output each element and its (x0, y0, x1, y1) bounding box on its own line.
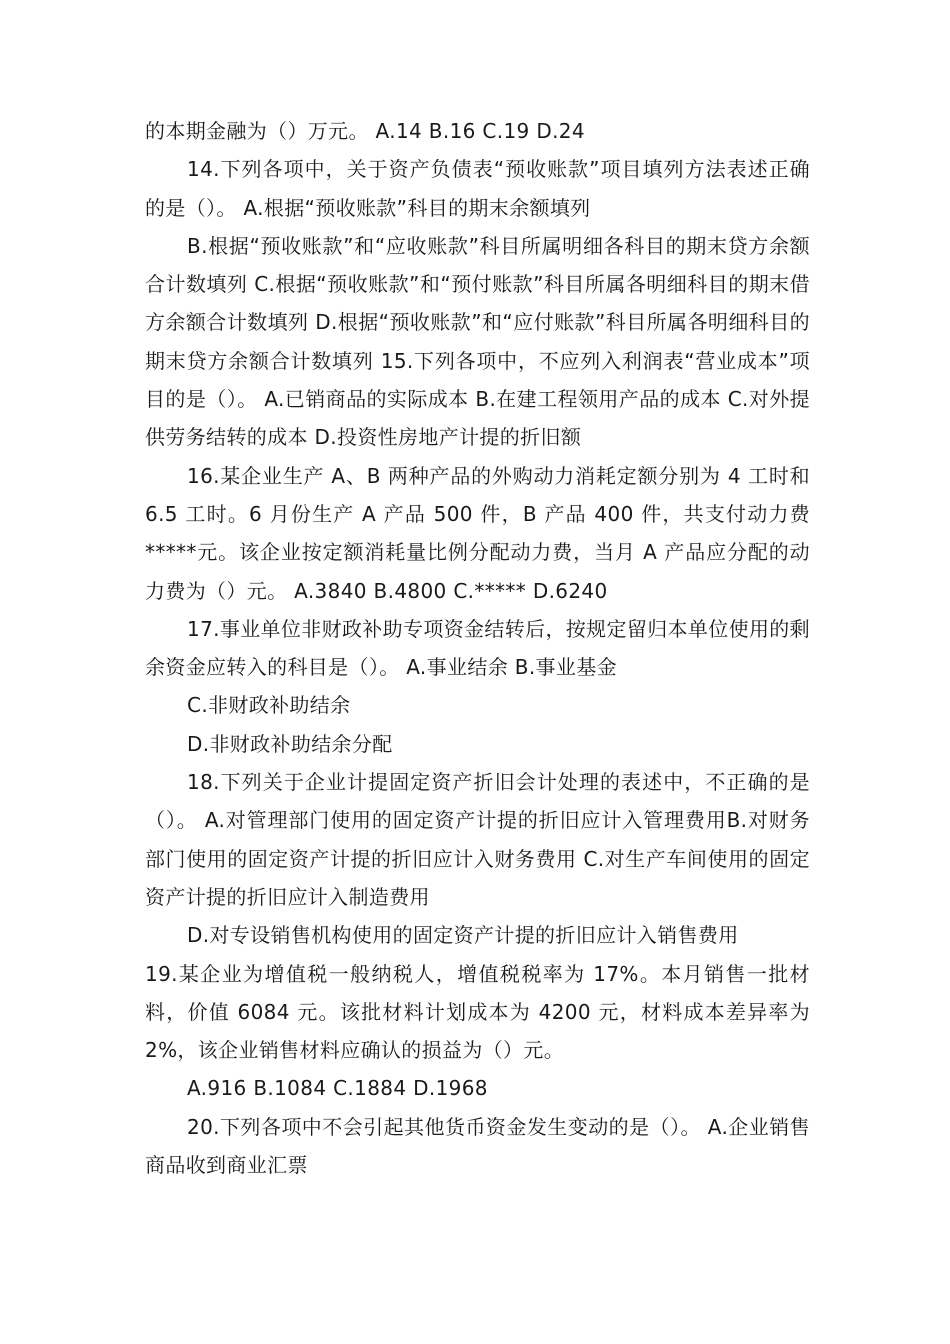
question-19: 19.某企业为增值税一般纳税人，增值税税率为 17%。本月销售一批材料，价值 6084 元。该批材料计划成本为 4200 元，材料成本差异率为 2%，该企业销售材料应确认的损益为（）元。 (145, 961, 810, 1063)
question-16: 16.某企业生产 A、B 两种产品的外购动力消耗定额分别为 4 工时和 6.5 工时。6 月份生产 A 产品 500 件，B 产品 400 件，共支付动力费*****元。该企业按定额消耗量比例分配动力费，当月 A 产品应分配的动力费为（）元。 A.3840 B.4800 C.***** D.6240 (145, 463, 810, 603)
question-18-option-d: D.对专设销售机构使用的固定资产计提的折旧应计入销售费用 (187, 923, 739, 948)
paragraph-continuation: 的本期金融为（）万元。 A.14 B.16 C.19 D.24 (145, 119, 585, 143)
question-17-option-d: D.非财政补助结余分配 (187, 731, 393, 756)
question-20: 20.下列各项中不会引起其他货币资金发生变动的是（）。 A.企业销售商品收到商业汇票 (145, 1114, 810, 1178)
question-19-options: A.916 B.1084 C.1884 D.1968 (187, 1076, 488, 1101)
question-17: 17.事业单位非财政补助专项资金结转后，按规定留归本单位使用的剩余资金应转入的科目是（）。 A.事业结余 B.事业基金 (145, 616, 811, 680)
question-14-options-and-question-15: B.根据“预收账款”和“应收账款”科目所属明细各科目的期末贷方余额合计数填列 C.根据“预收账款”和“预付账款”科目所属各明细科目的期末借方余额合计数填列 D.根据“预收账款”和“应付账款”科目所属各明细科目的期末贷方余额合计数填列 15.下列各项中，不应列入利润表“营业成本”项目的是（）。 A.已销商品的实际成本 B.在建工程领用产品的成本 C.对外提供劳务结转的成本 D.投资性房地产计提的折旧额 (145, 233, 810, 450)
question-17-option-c: C.非财政补助结余 (187, 693, 351, 718)
question-14: 14.下列各项中，关于资产负债表“预收账款”项目填列方法表述正确的是（）。 A.根据“预收账款”科目的期末余额填列 (145, 157, 810, 220)
question-18: 18.下列关于企业计提固定资产折旧会计处理的表述中，不正确的是（）。 A.对管理部门使用的固定资产计提的折旧应计入管理费用B.对财务部门使用的固定资产计提的折旧应计入财务费用 C.对生产车间使用的固定资产计提的折旧应计入制造费用 (145, 770, 810, 909)
document-body (145, 112, 810, 1184)
